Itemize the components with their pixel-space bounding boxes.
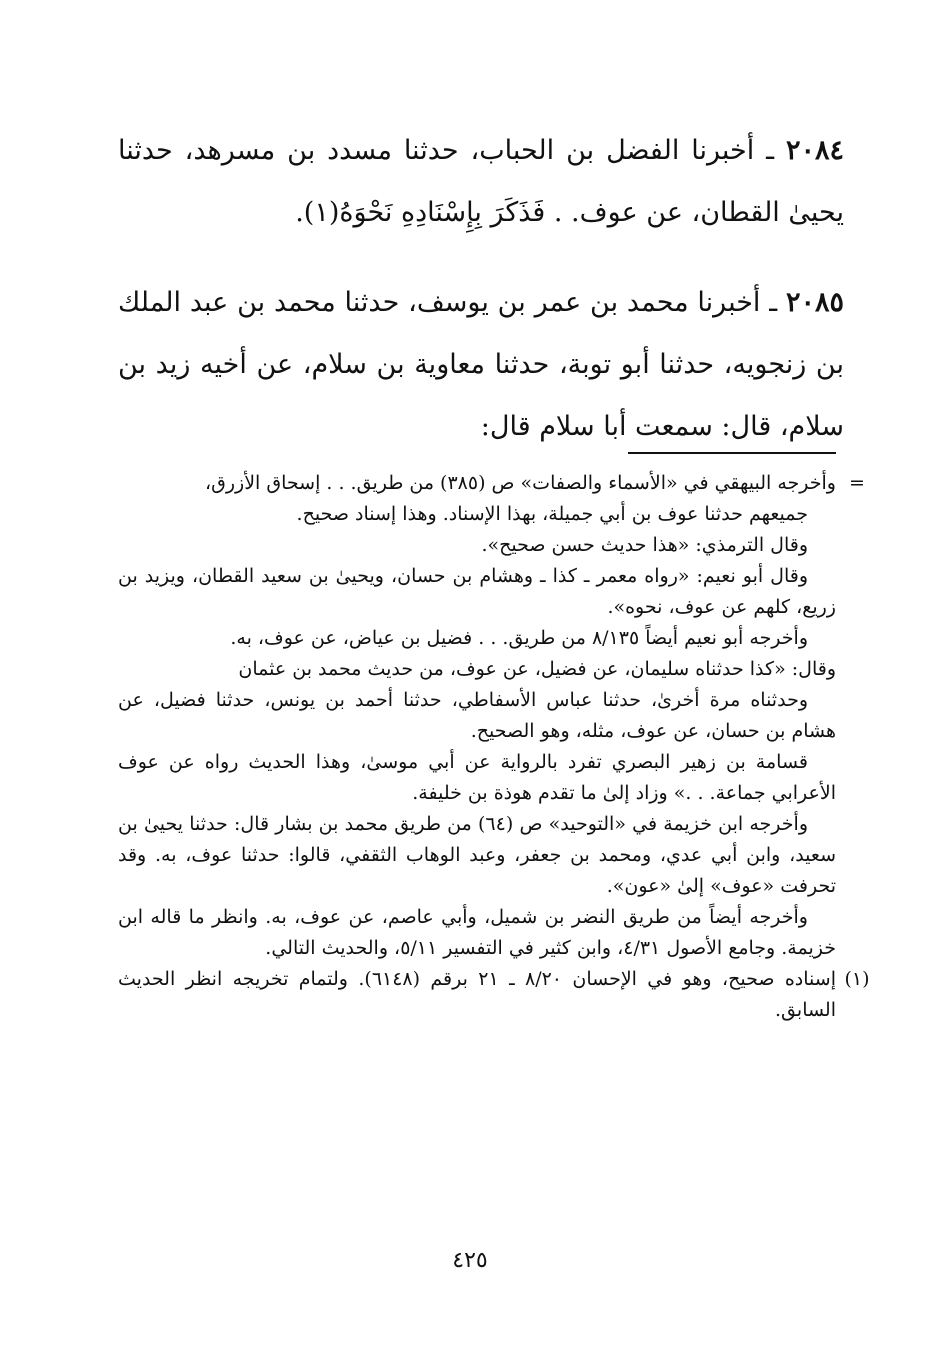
hadith-number: ٢٠٨٥ bbox=[785, 287, 844, 318]
hadith-2084 bbox=[118, 120, 844, 244]
footnote-line: وحدثناه مرة أخرىٰ، حدثنا عباس الأسفاطي، حدثنا أحمد بن يونس، حدثنا فضيل، عن هشام بن حسان، عن عوف، مثله، وهو الصحيح. bbox=[118, 689, 836, 742]
footnote-divider bbox=[628, 452, 836, 454]
hadith-text: ـ أخبرنا محمد بن عمر بن يوسف، حدثنا محمد بن عبد الملك بن زنجويه، حدثنا أبو توبة، حدثنا معاوية بن سلام، عن أخيه زيد بن سلام، قال: سمعت أبا سلام قال: bbox=[118, 287, 844, 442]
footnote-continuation bbox=[118, 468, 865, 499]
footnote-line: وأخرجه أبو نعيم أيضاً ٨/١٣٥ من طريق. . . فضيل بن عياض، عن عوف، به. bbox=[230, 627, 808, 649]
hadith-number: ٢٠٨٤ bbox=[785, 135, 844, 166]
footnote-marker: (١) bbox=[844, 968, 870, 990]
footnote-line: قسامة بن زهير البصري تفرد بالرواية عن أبي موسىٰ، وهذا الحديث رواه عن عوف الأعرابي جماعة. . .» وزاد إلىٰ ما تقدم هوذة بن خليفة. bbox=[118, 751, 836, 804]
page-number: ٤٢٥ bbox=[452, 1248, 488, 1273]
footnote-line: وقال: «كذا حدثناه سليمان، عن فضيل، عن عوف، من حديث محمد بن عثمان bbox=[238, 658, 836, 680]
continuation-marker: = bbox=[849, 472, 865, 494]
footnote-line: وقال الترمذي: «هذا حديث حسن صحيح». bbox=[481, 534, 808, 556]
footnote-line: وأخرجه البيهقي في «الأسماء والصفات» ص (٣٨٥) من طريق. . . إسحاق الأزرق، bbox=[204, 472, 836, 494]
footnote-text: إسناده صحيح، وهو في الإحسان ٨/٢٠ ـ ٢١ برقم (٦١٤٨). ولتمام تخريجه انظر الحديث السابق. bbox=[118, 968, 836, 1021]
main-text bbox=[118, 120, 844, 486]
footnote-line: جميعهم حدثنا عوف بن أبي جميلة، بهذا الإسناد. وهذا إسناد صحيح. bbox=[296, 503, 808, 525]
footnote-line: وقال أبو نعيم: «رواه معمر ـ كذا ـ وهشام بن حسان، ويحيىٰ بن سعيد القطان، ويزيد بن زريع، كلهم عن عوف، نحوه». bbox=[118, 565, 836, 618]
footnote-line: وأخرجه ابن خزيمة في «التوحيد» ص (٦٤) من طريق محمد بن بشار قال: حدثنا يحيىٰ بن سعيد، وابن أبي عدي، ومحمد بن جعفر، وعبد الوهاب الثقفي، قالوا: حدثنا عوف، به. وقد تحرفت «عوف» إلىٰ «عون». bbox=[118, 813, 836, 897]
hadith-text: ـ أخبرنا الفضل بن الحباب، حدثنا مسدد بن مسرهد، حدثنا يحيىٰ القطان، عن عوف. . فَذَكَرَ بِإِسْنَادِهِ نَحْوَهُ(١). bbox=[118, 135, 844, 228]
footnotes bbox=[118, 468, 870, 1026]
footnote-1 bbox=[118, 964, 870, 1026]
hadith-2085 bbox=[118, 272, 844, 458]
footnote-line: وأخرجه أيضاً من طريق النضر بن شميل، وأبي عاصم، عن عوف، به. وانظر ما قاله ابن خزيمة. وجامع الأصول ٤/٣١، وابن كثير في التفسير ٥/١١، والحديث التالي. bbox=[118, 906, 836, 959]
